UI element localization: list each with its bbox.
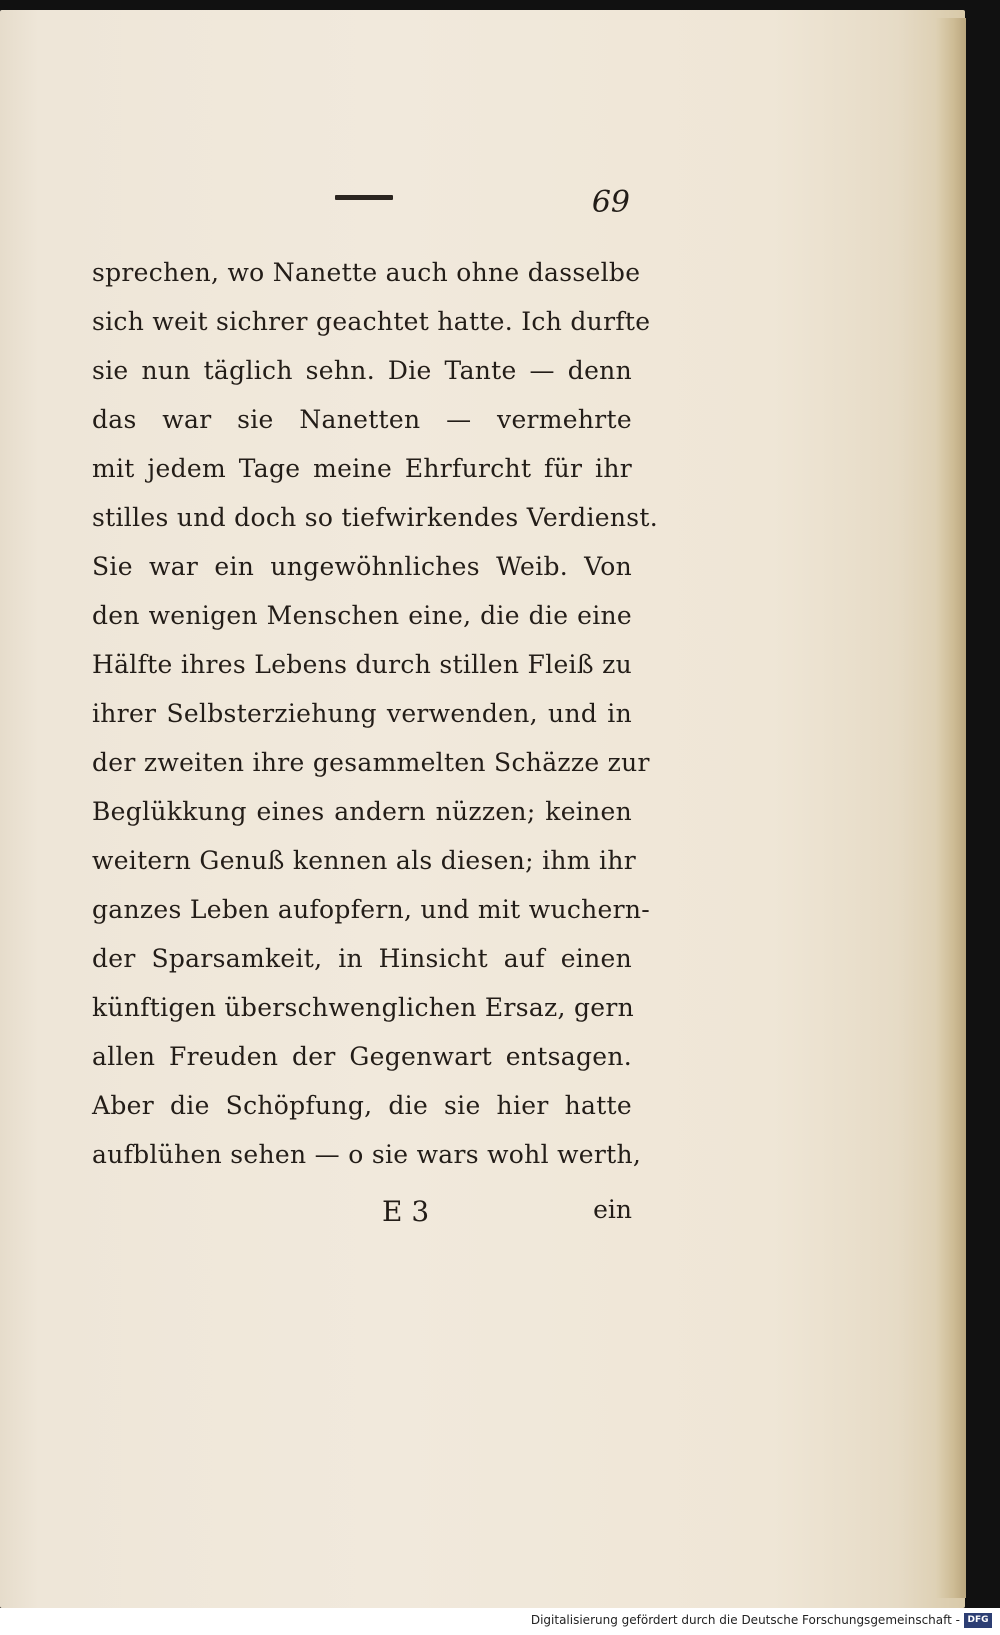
- signature-mark: E 3: [382, 1195, 430, 1228]
- text-line: ganzes Leben aufopfern, und mit wuchern-: [92, 895, 651, 924]
- text-line: sich weit sichrer geachtet hatte. Ich durfte: [92, 307, 651, 336]
- text-line: weitern Genuß kennen als diesen; ihm ihr: [92, 846, 636, 875]
- text-line: sprechen, wo Nanette auch ohne dasselbe: [92, 258, 641, 287]
- page-edge: [936, 18, 966, 1598]
- catchword: ein: [593, 1195, 632, 1224]
- text-line: den wenigen Menschen eine, die die eine: [92, 601, 632, 630]
- text-line: stilles und doch so tiefwirkendes Verdienst.: [92, 503, 658, 532]
- text-line: das war sie Nanetten — vermehrte: [92, 405, 632, 434]
- text-line: Sie war ein ungewöhnliches Weib. Von: [92, 552, 632, 581]
- text-line: allen Freuden der Gegenwart entsagen.: [92, 1042, 632, 1071]
- text-line: aufblühen sehen — o sie wars wohl werth,: [92, 1140, 642, 1169]
- page-number: 69: [591, 185, 630, 220]
- text-line: der zweiten ihre gesammelten Schäzze zur: [92, 748, 650, 777]
- text-line: Hälfte ihres Lebens durch stillen Fleiß zu: [92, 650, 632, 679]
- text-line: der Sparsamkeit, in Hinsicht auf einen: [92, 944, 632, 973]
- header-rule: [335, 195, 393, 200]
- text-line: Aber die Schöpfung, die sie hier hatte: [92, 1091, 632, 1120]
- body-text: [92, 248, 658, 1179]
- text-line: Beglükkung eines andern nüzzen; keinen: [92, 797, 632, 826]
- text-line: mit jedem Tage meine Ehrfurcht für ihr: [92, 454, 632, 483]
- text-line: ihrer Selbsterziehung verwenden, und in: [92, 699, 632, 728]
- text-line: sie nun täglich sehn. Die Tante — denn: [92, 356, 632, 385]
- page-footer: [92, 1195, 632, 1239]
- credit-text: Digitalisierung gefördert durch die Deutsche Forschungsgemeinschaft -: [530, 1613, 960, 1627]
- text-line: künftigen überschwenglichen Ersaz, gern: [92, 993, 635, 1022]
- dfg-logo: DFG: [964, 1613, 992, 1628]
